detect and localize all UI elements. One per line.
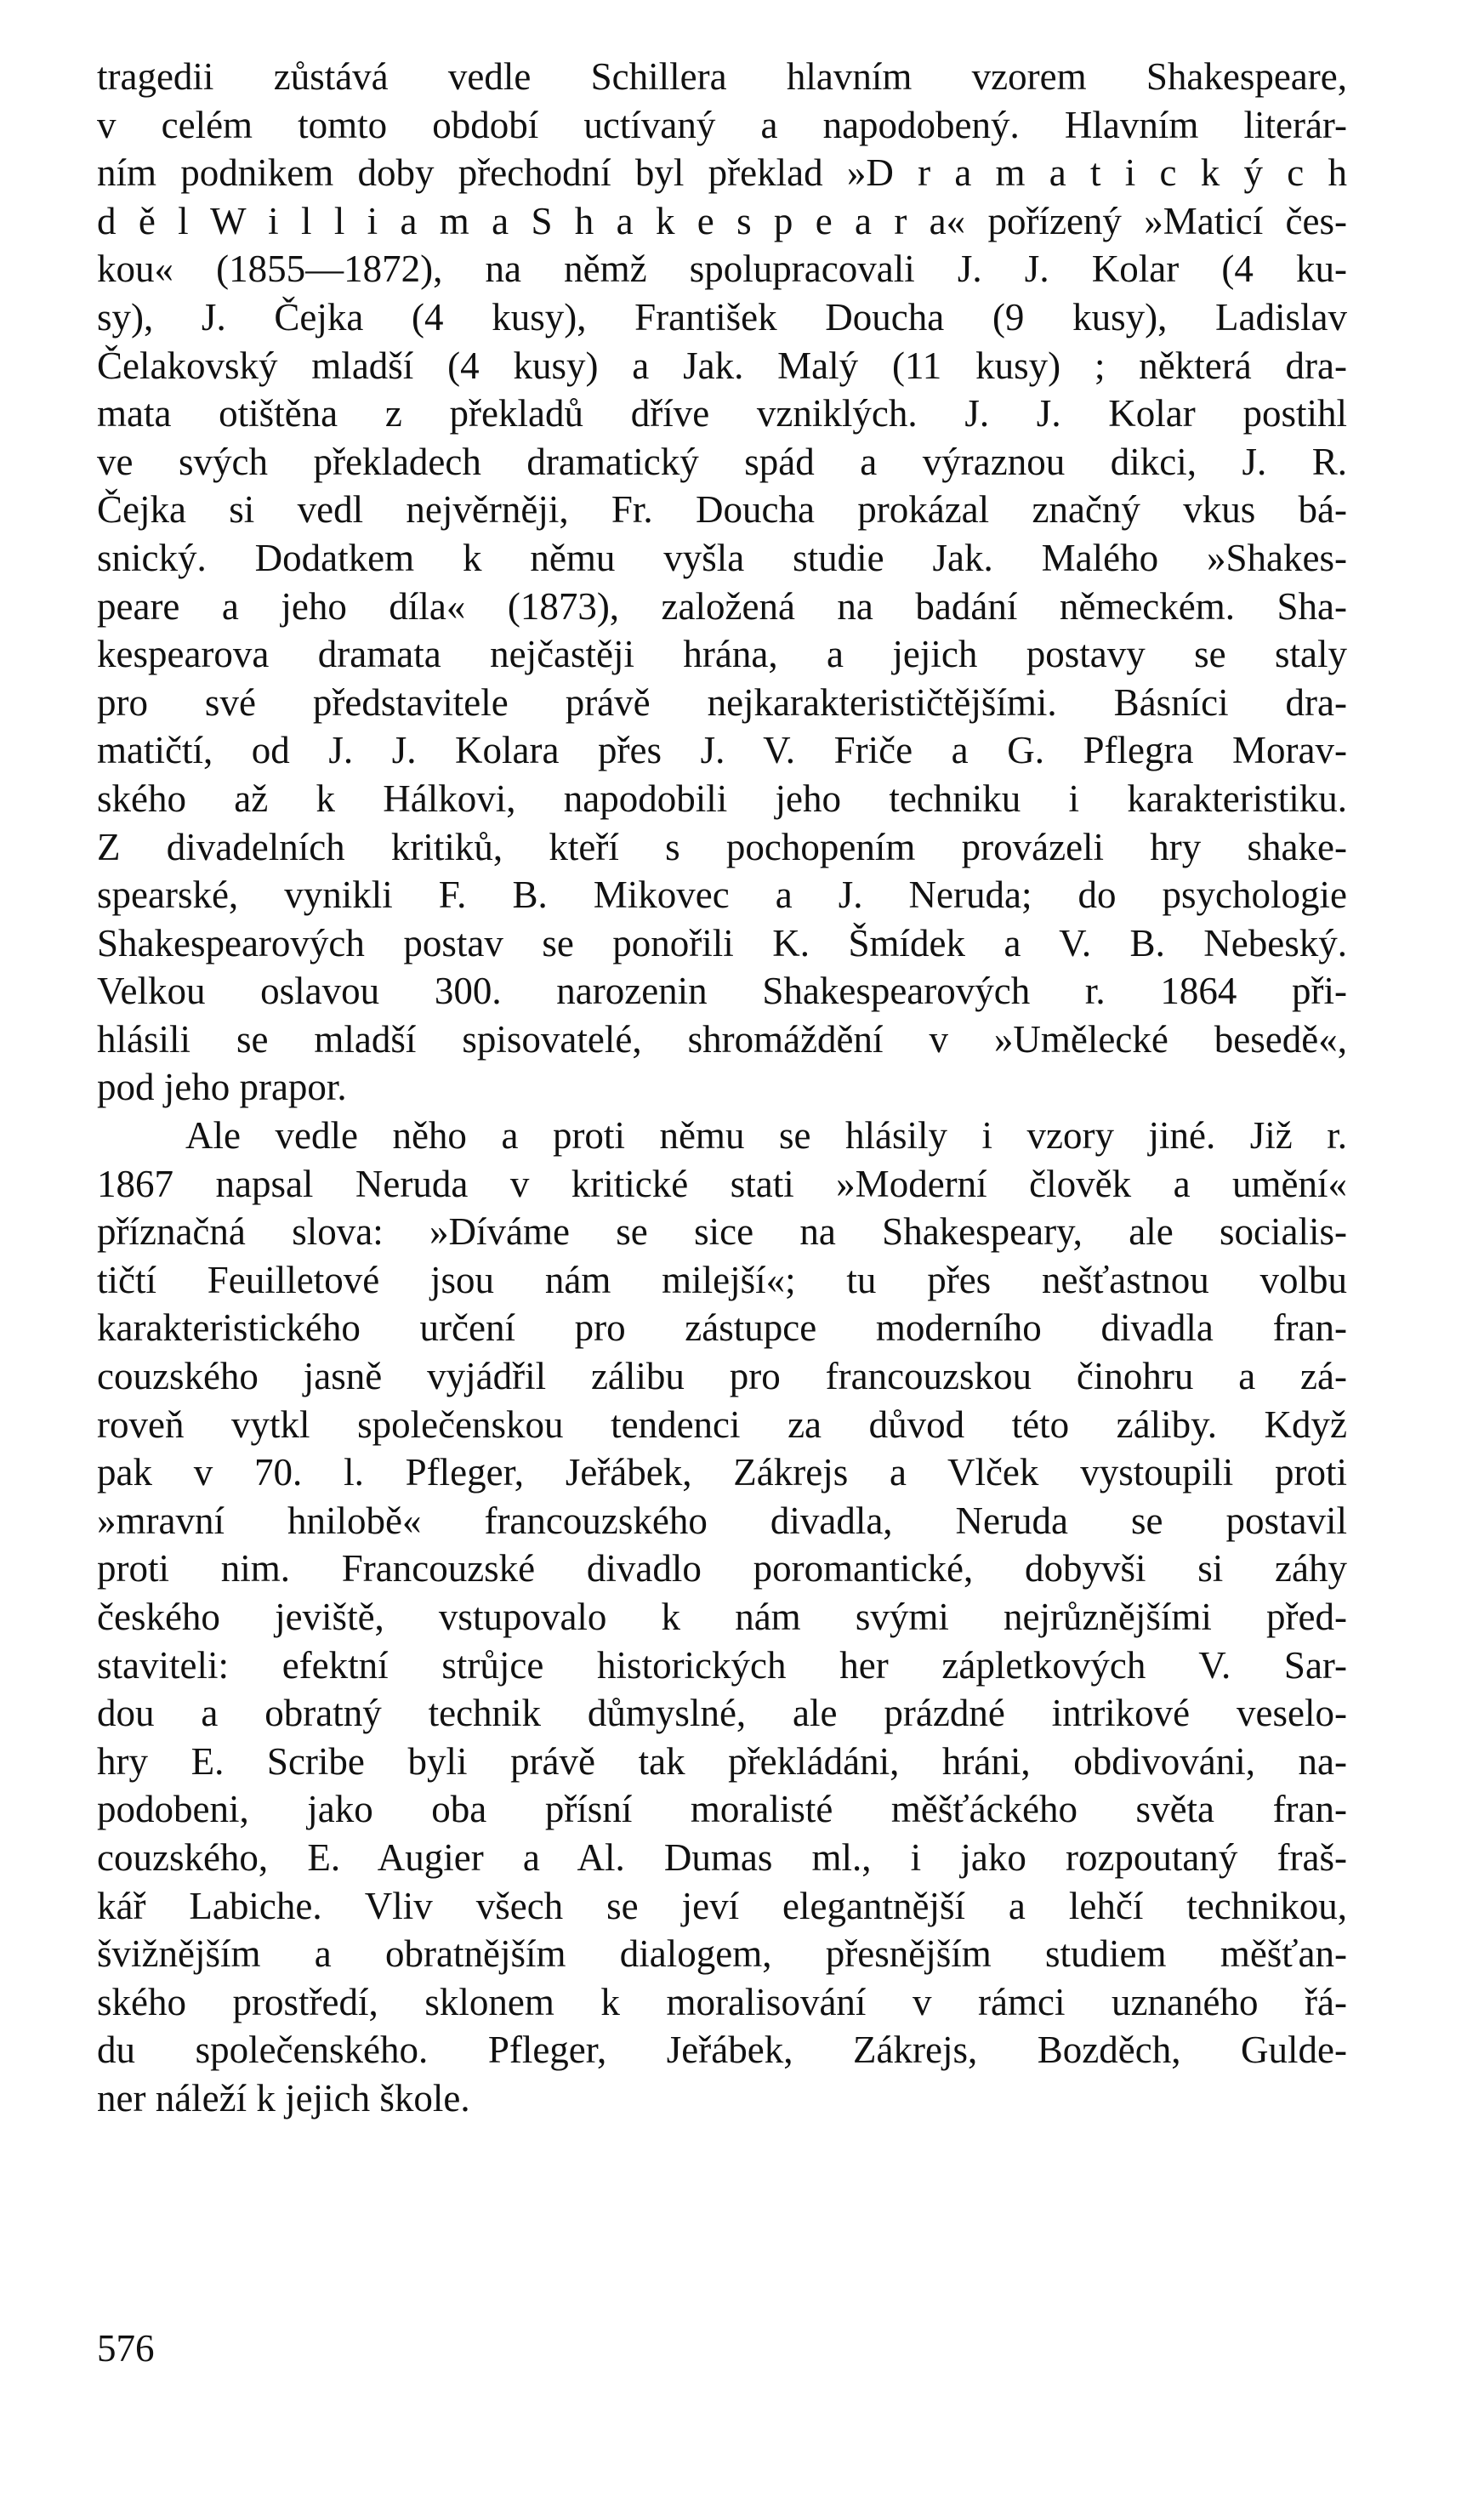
text-line: ského prostředí, sklonem k moralisování v rámci uznaného řá- bbox=[97, 1980, 1347, 2023]
text-line: couzského jasně vyjádřil zálibu pro francouzskou činohru a zá- bbox=[97, 1355, 1347, 1398]
text-line: ského až k Hálkovi, napodobili jeho techniku i karakteristiku. bbox=[97, 777, 1347, 820]
text-line: mata otištěna z překladů dříve vzniklých. J. J. Kolar postihl bbox=[97, 392, 1347, 435]
text-line: Ale vedle něho a proti němu se hlásily i vzory jiné. Již r. bbox=[185, 1114, 1347, 1158]
paragraph bbox=[97, 1112, 1347, 2122]
text-line: peare a jeho díla« (1873), založená na badání německém. Sha- bbox=[97, 584, 1347, 628]
text-line: matičtí, od J. J. Kolara přes J. V. Friče a G. Pflegra Morav- bbox=[97, 729, 1347, 772]
text-line: švižnějším a obratnějším dialogem, přesnějším studiem měšťan- bbox=[97, 1932, 1347, 1976]
text-line: Velkou oslavou 300. narozenin Shakespearových r. 1864 při- bbox=[97, 970, 1347, 1013]
text-line: kou« (1855—1872), na němž spolupracovali J. J. Kolar (4 ku- bbox=[97, 248, 1347, 291]
text-line: du společenského. Pfleger, Jeřábek, Zákrejs, Bozděch, Gulde- bbox=[97, 2029, 1347, 2072]
text-line: Z divadelních kritiků, kteří s pochopením provázeli hry shake- bbox=[97, 825, 1347, 868]
text-line: roveň vytkl společenskou tendenci za důvod této záliby. Když bbox=[97, 1403, 1347, 1446]
text-line: kář Labiche. Vliv všech se jeví elegantnější a lehčí technikou, bbox=[97, 1884, 1347, 1927]
page-number: 576 bbox=[97, 2327, 155, 2370]
text-line: v celém tomto období uctívaný a napodobený. Hlavním literár- bbox=[97, 103, 1347, 146]
text-line: ve svých překladech dramatický spád a výraznou dikci, J. R. bbox=[97, 440, 1347, 483]
text-line: ním podnikem doby přechodní byl překlad »D r a m a t i c k ý c h bbox=[97, 151, 1347, 195]
text-line: ner náleží k jejich škole. bbox=[97, 2076, 470, 2120]
text-line: spearské, vynikli F. B. Mikovec a J. Neruda; do psychologie bbox=[97, 873, 1347, 917]
text-line: 1867 napsal Neruda v kritické stati »Moderní člověk a umění« bbox=[97, 1162, 1347, 1205]
text-line: tragedii zůstává vedle Schillera hlavním vzorem Shakespeare, bbox=[97, 55, 1347, 98]
text-line: pod jeho prapor. bbox=[97, 1066, 347, 1109]
text-line: hry E. Scribe byli právě tak překládáni, hráni, obdivováni, na- bbox=[97, 1739, 1347, 1783]
text-line: pro své představitele právě nejkarakterističtějšími. Básníci dra- bbox=[97, 680, 1347, 724]
text-line: Čelakovský mladší (4 kusy) a Jak. Malý (11 kusy) ; některá dra- bbox=[97, 344, 1347, 387]
text-line: snický. Dodatkem k němu vyšla studie Jak. Malého »Shakes- bbox=[97, 536, 1347, 579]
text-line: Shakespearových postav se ponořili K. Šmídek a V. B. Nebeský. bbox=[97, 921, 1347, 964]
text-line: dou a obratný technik důmyslné, ale prázdné intrikové veselo- bbox=[97, 1692, 1347, 1735]
text-line: podobeni, jako oba přísní moralisté měšťáckého světa fran- bbox=[97, 1788, 1347, 1831]
text-line: sy), J. Čejka (4 kusy), František Doucha (9 kusy), Ladislav bbox=[97, 295, 1347, 339]
text-line: karakteristického určení pro zástupce moderního divadla fran- bbox=[97, 1306, 1347, 1350]
text-line: d ě l W i l l i a m a S h a k e s p e a r a« pořízený »Maticí čes- bbox=[97, 199, 1347, 242]
text-line: pak v 70. l. Pfleger, Jeřábek, Zákrejs a Vlček vystoupili proti bbox=[97, 1451, 1347, 1494]
text-line: Čejka si vedl nejvěrněji, Fr. Doucha prokázal značný vkus bá- bbox=[97, 488, 1347, 532]
text-line: »mravní hnilobě« francouzského divadla, Neruda se postavil bbox=[97, 1499, 1347, 1542]
body-text bbox=[97, 53, 1347, 2123]
text-line: proti nim. Francouzské divadlo poromantické, dobyvši si záhy bbox=[97, 1547, 1347, 1590]
text-line: českého jeviště, vstupovalo k nám svými nejrůznějšími před- bbox=[97, 1596, 1347, 1638]
paragraph bbox=[97, 53, 1347, 1112]
text-line: couzského, E. Augier a Al. Dumas ml., i jako rozpoutaný fraš- bbox=[97, 1835, 1347, 1879]
text-line: kespearova dramata nejčastěji hrána, a jejich postavy se staly bbox=[97, 633, 1347, 676]
text-line: staviteli: efektní strůjce historických her zápletkových V. Sar- bbox=[97, 1643, 1347, 1687]
text-line: hlásili se mladší spisovatelé, shromáždění v »Umělecké besedě«, bbox=[97, 1017, 1347, 1061]
text-line: příznačná slova: »Díváme se sice na Shakespeary, ale socialis- bbox=[97, 1210, 1347, 1254]
text-line: tičtí Feuilletové jsou nám milejší«; tu přes nešťastnou volbu bbox=[97, 1258, 1347, 1301]
